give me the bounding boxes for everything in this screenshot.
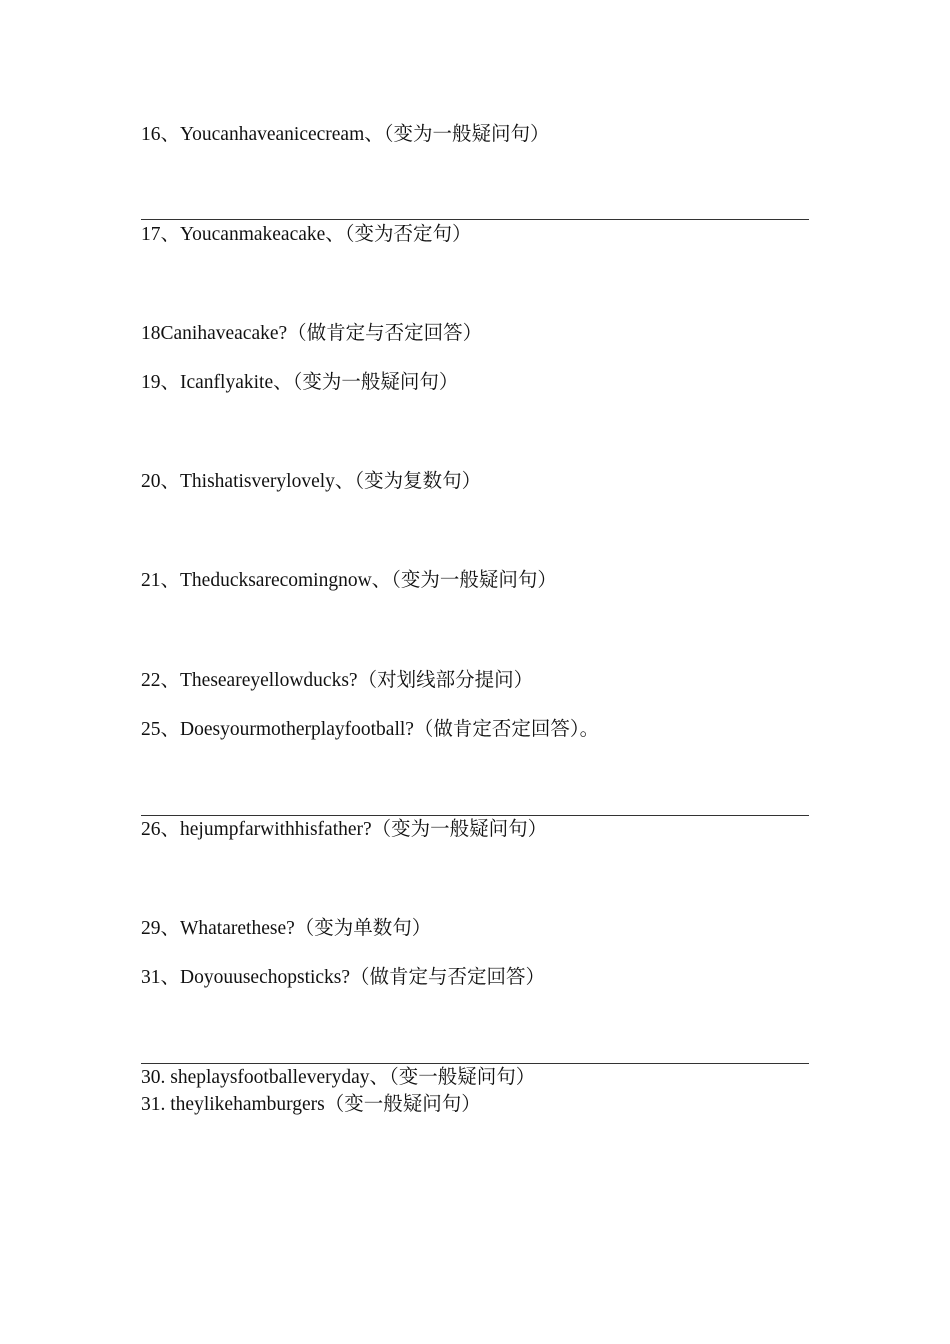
question-31: 31、Doyouusechopsticks?（做肯定与否定回答） <box>141 967 546 988</box>
question-31-numbered: 31. theylikehamburgers（变一般疑问句） <box>141 1094 481 1115</box>
question-20: 20、Thishatisverylovely、（变为复数句） <box>141 471 482 492</box>
question-16: 16、Youcanhaveanicecream、（变为一般疑问句） <box>141 124 550 145</box>
question-30-numbered: 30. sheplaysfootballeveryday、（变一般疑问句） <box>141 1067 536 1088</box>
answer-line <box>141 219 809 220</box>
question-26: 26、hejumpfarwithhisfather?（变为一般疑问句） <box>141 819 548 840</box>
question-17: 17、Youcanmakeacake、（变为否定句） <box>141 224 472 245</box>
question-29: 29、Whatarethese?（变为单数句） <box>141 918 432 939</box>
question-19: 19、Icanflyakite、（变为一般疑问句） <box>141 372 459 393</box>
answer-line <box>141 1063 809 1064</box>
answer-line <box>141 815 809 816</box>
question-21: 21、Theducksarecomingnow、（变为一般疑问句） <box>141 570 557 591</box>
question-25: 25、Doesyourmotherplayfootball?（做肯定否定回答）。 <box>141 719 600 740</box>
question-18: 18Canihaveacake?（做肯定与否定回答） <box>141 323 483 344</box>
question-22: 22、Theseareyellowducks?（对划线部分提问） <box>141 670 534 691</box>
